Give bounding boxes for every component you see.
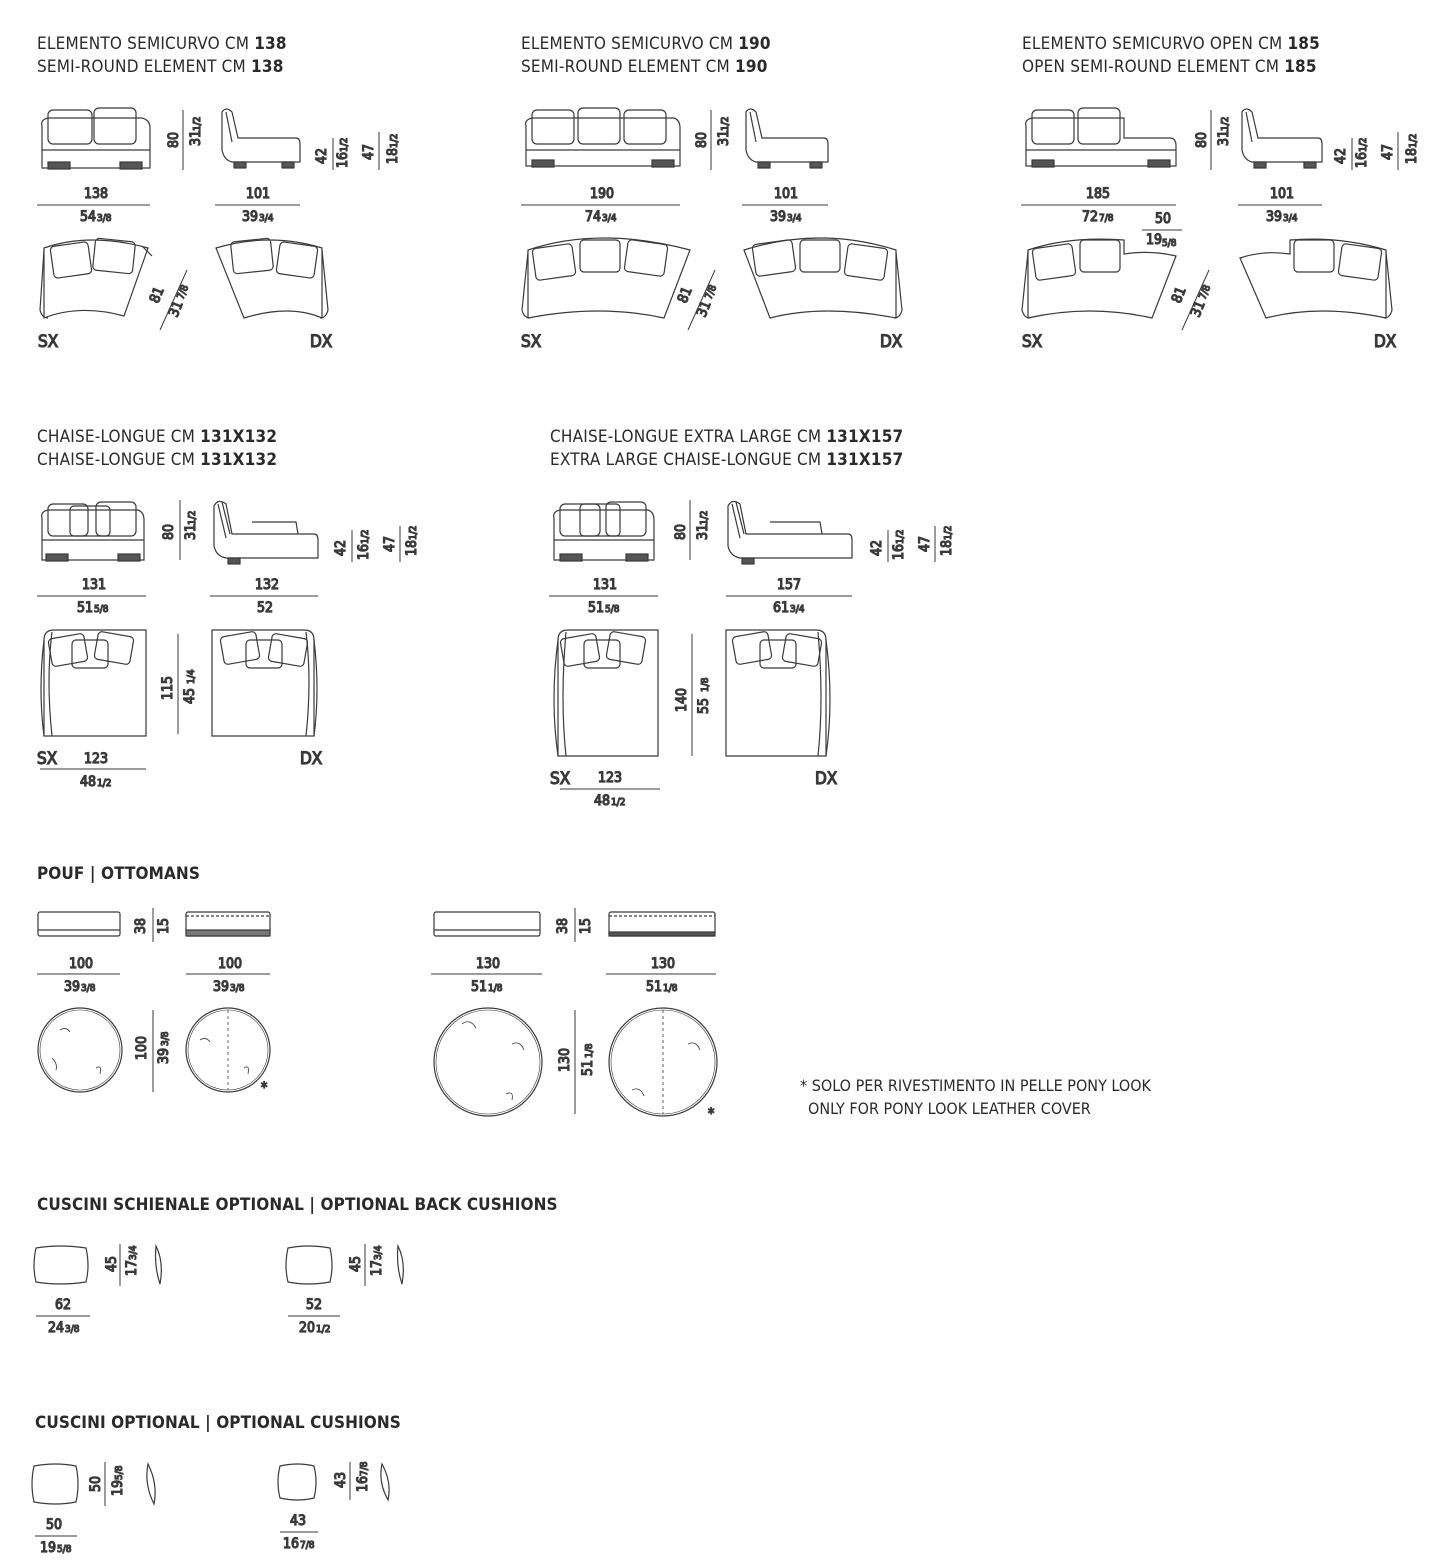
semicurvo-138-h-arm: 47 bbox=[361, 143, 377, 160]
ottoman-130-diam-frac: 1/8 bbox=[584, 1043, 595, 1058]
chaise-132-h-seat-in: 16 bbox=[356, 543, 372, 560]
cushions-heading: CUSCINI OPTIONAL | OPTIONAL CUSHIONS bbox=[35, 1413, 401, 1433]
semicurvo-open-185-h-seat-in: 16 bbox=[1354, 151, 1370, 168]
chaise-157-side-view bbox=[728, 501, 852, 564]
chaise-132-plan-w-frac: 1/2 bbox=[97, 778, 112, 789]
semicurvo-open-185-side-d-frac: 3/4 bbox=[1283, 213, 1298, 224]
chaise-132-h-arm-in: 18 bbox=[404, 539, 420, 556]
back-cushion-52-w-in: 20 bbox=[299, 1320, 316, 1336]
back-cushion-62-dimension-lines bbox=[36, 1244, 120, 1316]
back-cushion-62-h: 45 bbox=[104, 1255, 120, 1272]
chaise-157-sx: SX bbox=[550, 769, 571, 789]
ottoman-130-w-frac: 1/8 bbox=[488, 983, 503, 994]
back-cushions-heading: CUSCINI SCHIENALE OPTIONAL | OPTIONAL BACK CUSHIONS bbox=[37, 1195, 558, 1215]
ottoman-100-w-b: 100 bbox=[218, 956, 243, 972]
chaise-132-front-view bbox=[42, 502, 144, 561]
semicurvo-open-185-h-seat-frac: 1/2 bbox=[1358, 137, 1369, 152]
ottoman-130-asterisk: * bbox=[708, 1106, 715, 1122]
chaise-132-plan-w-in: 48 bbox=[80, 774, 97, 790]
ottoman-100-asterisk: * bbox=[261, 1080, 268, 1096]
ottoman-100-w-frac-b: 3/8 bbox=[230, 983, 245, 994]
chaise-157-side-d-in: 61 bbox=[773, 600, 790, 616]
chaise-132-side-d-in: 52 bbox=[257, 600, 274, 616]
semicurvo-190-front-w: 190 bbox=[590, 186, 615, 202]
semicurvo-open-185-h-total-in: 31 bbox=[1216, 129, 1232, 146]
cushion-43-h-frac: 7/8 bbox=[359, 1461, 370, 1476]
chaise-157-h-total-frac: 1/2 bbox=[699, 510, 710, 525]
cushion-50-w-frac: 5/8 bbox=[57, 1544, 72, 1555]
semicurvo-open-185-diag-frac: 7/8 bbox=[1197, 283, 1214, 302]
chaise-157-front-w-in: 51 bbox=[588, 600, 605, 616]
chaise-132-h-seat-frac: 1/2 bbox=[360, 529, 371, 544]
semicurvo-138-h-seat-in: 16 bbox=[335, 151, 351, 168]
semicurvo-open-185-dx: DX bbox=[1374, 332, 1397, 352]
semicurvo-138-plan-sx bbox=[40, 238, 152, 318]
semicurvo-190-front-w-frac: 3/4 bbox=[602, 213, 617, 224]
semicurvo-190-h-total-frac: 1/2 bbox=[720, 116, 731, 131]
semicurvo-open-185-side-view bbox=[1242, 109, 1322, 168]
chaise-157-dx: DX bbox=[815, 769, 838, 789]
semicurvo-open-185-front-w: 185 bbox=[1086, 186, 1111, 202]
semicurvo-138-h-total-frac: 1/2 bbox=[192, 116, 203, 131]
ottoman-100-w-in: 39 bbox=[64, 979, 81, 995]
chaise-157-h-arm-in: 18 bbox=[939, 539, 955, 556]
semicurvo-open-185-h-arm-frac: 1/2 bbox=[1408, 133, 1419, 148]
semicurvo-138-side-view bbox=[222, 109, 300, 168]
semicurvo-138-diag-frac: 7/8 bbox=[175, 283, 192, 302]
back-cushion-62-w-frac: 3/8 bbox=[65, 1324, 80, 1335]
chaise-157-h-seat-in: 16 bbox=[891, 543, 907, 560]
chaise-132-h-arm-frac: 1/2 bbox=[408, 525, 419, 540]
semicurvo-138-front-w: 138 bbox=[84, 186, 109, 202]
ottoman-100-h: 38 bbox=[133, 917, 149, 934]
semicurvo-open-185-open-w: 50 bbox=[1155, 211, 1172, 227]
semicurvo-190-title: ELEMENTO SEMICURVO CM 190 SEMI-ROUND ELEMENT CM 190 bbox=[521, 34, 771, 77]
pony-look-note-en: ONLY FOR PONY LOOK LEATHER COVER bbox=[808, 1099, 1091, 1118]
chaise-132-h-total-in: 31 bbox=[183, 523, 199, 540]
back-cushion-62-h-in: 17 bbox=[124, 1259, 140, 1276]
back-cushion-52-h: 45 bbox=[348, 1255, 364, 1272]
semicurvo-138-dx: DX bbox=[310, 332, 333, 352]
chaise-157-plan-d: 140 bbox=[674, 687, 690, 712]
chaise-132-front-w: 131 bbox=[82, 577, 107, 593]
ottoman-100-diam: 100 bbox=[134, 1035, 150, 1060]
semicurvo-190-diag: 81 bbox=[674, 284, 696, 306]
cushion-50-h: 50 bbox=[88, 1475, 104, 1492]
ottoman-130-w: 130 bbox=[476, 956, 501, 972]
chaise-132-h-total: 80 bbox=[161, 523, 177, 540]
pony-look-note-it: * SOLO PER RIVESTIMENTO IN PELLE PONY LOOK bbox=[800, 1076, 1151, 1095]
chaise-132-sx: SX bbox=[37, 749, 58, 769]
back-cushion-62-w-in: 24 bbox=[48, 1320, 65, 1336]
ottoman-130-h: 38 bbox=[555, 917, 571, 934]
back-cushion-62 bbox=[34, 1246, 161, 1284]
back-cushion-52-w-frac: 1/2 bbox=[316, 1324, 331, 1335]
semicurvo-open-185-h-total: 80 bbox=[1194, 131, 1210, 148]
chaise-157-front-w-frac: 5/8 bbox=[605, 604, 620, 615]
chaise-157-plan-w: 123 bbox=[598, 770, 623, 786]
ottoman-100-diam-frac: 3/8 bbox=[160, 1031, 171, 1046]
semicurvo-open-185-title: ELEMENTO SEMICURVO OPEN CM 185 OPEN SEMI-ROUND ELEMENT CM 185 bbox=[1022, 34, 1320, 77]
semicurvo-138-side-d-frac: 3/4 bbox=[259, 213, 274, 224]
chaise-132-plan-sx bbox=[41, 630, 146, 736]
semicurvo-190-diag-frac: 7/8 bbox=[703, 283, 720, 302]
back-cushion-52-h-frac: 3/4 bbox=[373, 1245, 384, 1260]
chaise-157-h-seat: 42 bbox=[869, 539, 885, 556]
chaise-132-plan-d-frac: 1/4 bbox=[186, 669, 197, 684]
semicurvo-190-plan-dx bbox=[744, 238, 902, 318]
chaise-157-side-d: 157 bbox=[777, 577, 802, 593]
semicurvo-138-h-arm-frac: 1/2 bbox=[389, 133, 400, 148]
chaise-157-h-arm-frac: 1/2 bbox=[943, 525, 954, 540]
semicurvo-138-diag-in: 31 bbox=[165, 298, 187, 320]
back-cushion-62-h-frac: 3/4 bbox=[128, 1245, 139, 1260]
cushion-43-h: 43 bbox=[333, 1471, 349, 1488]
back-cushion-62-w: 62 bbox=[55, 1297, 72, 1313]
chaise-132-h-total-frac: 1/2 bbox=[187, 510, 198, 525]
semicurvo-open-185-h-total-frac: 1/2 bbox=[1220, 116, 1231, 131]
chaise-157-plan-w-in: 48 bbox=[594, 793, 611, 809]
semicurvo-138-front-view bbox=[42, 108, 150, 169]
chaise-132-plan-dx bbox=[212, 630, 317, 736]
semicurvo-138-front-w-in: 54 bbox=[80, 209, 97, 225]
ottoman-130-diam: 130 bbox=[557, 1047, 573, 1072]
cushion-43-h-in: 16 bbox=[355, 1475, 371, 1492]
ottoman-100-side-view bbox=[38, 912, 270, 936]
semicurvo-138-h-seat: 42 bbox=[314, 147, 330, 164]
semicurvo-open-185-side-d-in: 39 bbox=[1266, 209, 1283, 225]
chaise-157-plan-w-frac: 1/2 bbox=[611, 797, 626, 808]
chaise-157-h-seat-frac: 1/2 bbox=[895, 529, 906, 544]
ottoman-100-w-frac: 3/8 bbox=[81, 983, 96, 994]
chaise-157-h-arm: 47 bbox=[917, 535, 933, 552]
ottoman-100-w-in-b: 39 bbox=[213, 979, 230, 995]
ottoman-100-h-in: 15 bbox=[156, 917, 172, 934]
ottoman-130-w-b: 130 bbox=[651, 956, 676, 972]
ottoman-130-w-frac-b: 1/8 bbox=[663, 983, 678, 994]
cushion-50-h-frac: 5/8 bbox=[114, 1465, 125, 1480]
semicurvo-open-185-diag-in: 31 bbox=[1187, 298, 1209, 320]
chaise-157-plan-d-in: 55 bbox=[696, 697, 712, 714]
ottoman-130-diam-in: 51 bbox=[580, 1059, 596, 1076]
cushion-50-h-in: 19 bbox=[110, 1479, 126, 1496]
semicurvo-open-185-h-arm: 47 bbox=[1380, 143, 1396, 160]
semicurvo-138-side-d: 101 bbox=[246, 186, 271, 202]
semicurvo-138-side-d-in: 39 bbox=[242, 209, 259, 225]
back-cushion-52 bbox=[286, 1246, 403, 1284]
ottoman-130-w-in: 51 bbox=[471, 979, 488, 995]
semicurvo-138-h-total-in: 31 bbox=[188, 129, 204, 146]
chaise-132-side-d: 132 bbox=[255, 577, 280, 593]
chaise-132-front-w-frac: 5/8 bbox=[94, 604, 109, 615]
semicurvo-138-h-seat-frac: 1/2 bbox=[339, 137, 350, 152]
semicurvo-138-front-w-frac: 3/8 bbox=[97, 213, 112, 224]
back-cushion-52-dimension-lines bbox=[288, 1244, 365, 1316]
chaise-157-title: CHAISE-LONGUE EXTRA LARGE CM 131X157 EXTRA LARGE CHAISE-LONGUE CM 131X157 bbox=[550, 427, 904, 470]
semicurvo-open-185-sx: SX bbox=[1022, 332, 1043, 352]
ottoman-100-w: 100 bbox=[69, 956, 94, 972]
semicurvo-open-185-front-w-frac: 7/8 bbox=[1099, 213, 1114, 224]
chaise-132-dx: DX bbox=[300, 749, 323, 769]
chaise-157-plan-dx bbox=[726, 630, 830, 756]
semicurvo-138-sx: SX bbox=[38, 332, 59, 352]
semicurvo-open-185-diag: 81 bbox=[1168, 284, 1190, 306]
chaise-157-front-w: 131 bbox=[593, 577, 618, 593]
chaise-132-h-arm: 47 bbox=[382, 535, 398, 552]
semicurvo-190-side-view bbox=[746, 109, 828, 168]
semicurvo-open-185-plan-sx bbox=[1022, 239, 1176, 318]
semicurvo-190-h-total: 80 bbox=[694, 131, 710, 148]
ottoman-100-plan bbox=[38, 1008, 270, 1092]
cushion-43-w-frac: 7/8 bbox=[300, 1540, 315, 1551]
semicurvo-138-title: ELEMENTO SEMICURVO CM 138 SEMI-ROUND ELEMENT CM 138 bbox=[37, 34, 287, 77]
semicurvo-190-h-total-in: 31 bbox=[716, 129, 732, 146]
semicurvo-190-diag-in: 31 bbox=[693, 298, 715, 320]
semicurvo-138-diag: 81 bbox=[146, 284, 168, 306]
semicurvo-open-185-open-w-in: 19 bbox=[1146, 232, 1163, 248]
ottoman-130-h-in: 15 bbox=[578, 917, 594, 934]
chaise-157-side-d-frac: 3/4 bbox=[790, 604, 805, 615]
semicurvo-190-front-w-in: 74 bbox=[585, 209, 602, 225]
semicurvo-190-side-d: 101 bbox=[774, 186, 799, 202]
cushion-50-w: 50 bbox=[46, 1517, 63, 1533]
semicurvo-190-side-d-frac: 3/4 bbox=[787, 213, 802, 224]
chaise-157-h-total-in: 31 bbox=[695, 523, 711, 540]
cushion-43-w-in: 16 bbox=[283, 1536, 300, 1552]
semicurvo-open-185-h-seat: 42 bbox=[1333, 147, 1349, 164]
semicurvo-open-185-open-w-frac: 5/8 bbox=[1162, 238, 1177, 249]
cushion-50-w-in: 19 bbox=[40, 1540, 57, 1556]
chaise-132-plan-w: 123 bbox=[84, 751, 109, 767]
cushion-43-w: 43 bbox=[290, 1513, 307, 1529]
semicurvo-open-185-side-d: 101 bbox=[1270, 186, 1295, 202]
back-cushion-52-h-in: 17 bbox=[369, 1259, 385, 1276]
semicurvo-138-h-arm-in: 18 bbox=[385, 147, 401, 164]
chaise-132-h-seat: 42 bbox=[333, 539, 349, 556]
semicurvo-open-185-front-view bbox=[1026, 108, 1176, 167]
semicurvo-190-side-d-in: 39 bbox=[770, 209, 787, 225]
semicurvo-open-185-front-w-in: 72 bbox=[1082, 209, 1099, 225]
semicurvo-190-front-view bbox=[526, 108, 680, 167]
chaise-132-plan-d: 115 bbox=[160, 675, 176, 700]
chaise-157-plan-d-frac: 1/8 bbox=[700, 677, 711, 692]
chaise-132-plan-d-in: 45 bbox=[182, 687, 198, 704]
chaise-157-plan-sx bbox=[554, 630, 658, 756]
semicurvo-190-dx: DX bbox=[880, 332, 903, 352]
chaise-132-title: CHAISE-LONGUE CM 131X132 CHAISE-LONGUE CM 131X132 bbox=[37, 427, 278, 470]
chaise-132-side-view bbox=[214, 501, 318, 564]
ottoman-100-diam-in: 39 bbox=[156, 1047, 172, 1064]
chaise-157-front-view bbox=[554, 502, 654, 561]
semicurvo-138-h-total: 80 bbox=[166, 131, 182, 148]
semicurvo-190-sx: SX bbox=[521, 332, 542, 352]
back-cushion-52-w: 52 bbox=[306, 1297, 323, 1313]
ottomans-heading: POUF | OTTOMANS bbox=[37, 864, 200, 884]
chaise-132-front-w-in: 51 bbox=[77, 600, 94, 616]
ottoman-130-w-in-b: 51 bbox=[646, 979, 663, 995]
semicurvo-open-185-plan-dx bbox=[1240, 239, 1392, 318]
semicurvo-open-185-h-arm-in: 18 bbox=[1404, 147, 1420, 164]
chaise-157-h-total: 80 bbox=[673, 523, 689, 540]
semicurvo-138-plan-dx bbox=[216, 238, 328, 318]
semicurvo-190-plan-sx bbox=[522, 238, 690, 318]
